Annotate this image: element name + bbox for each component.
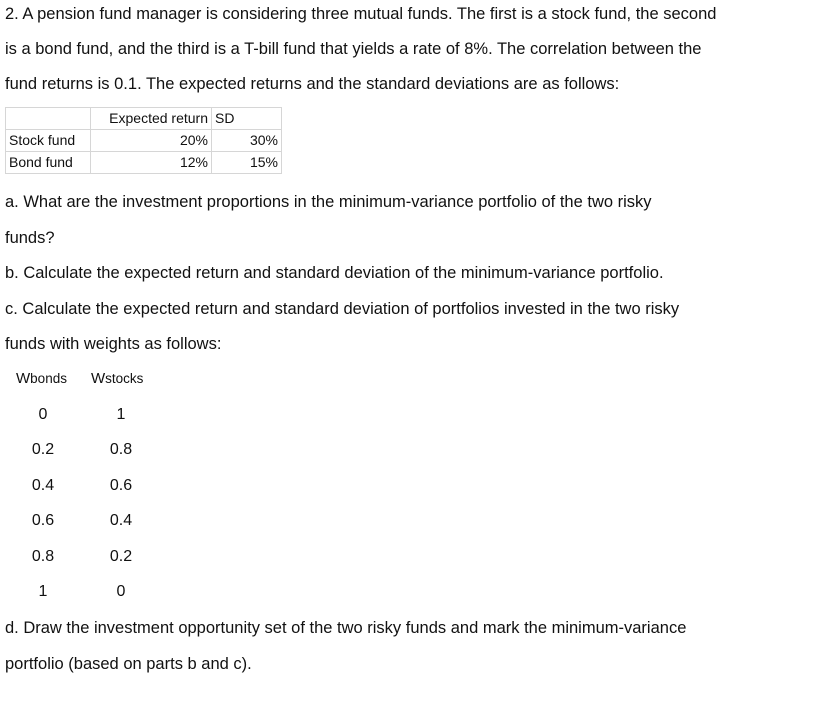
question-a-line-2: funds? <box>5 229 55 247</box>
fund-table-header-empty <box>6 108 91 130</box>
weight-stocks-value: 0.2 <box>109 548 133 565</box>
weights-header-bonds-main: W <box>16 370 31 387</box>
fund-name: Stock fund <box>6 130 91 152</box>
weight-bonds-value: 0.4 <box>31 477 55 494</box>
fund-table <box>5 107 282 174</box>
question-d-line-2: portfolio (based on parts b and c). <box>5 655 252 673</box>
weight-bonds-value: 0.8 <box>31 548 55 565</box>
intro-line-2: is a bond fund, and the third is a T-bill fund that yields a rate of 8%. The correlation between the <box>5 40 702 58</box>
weight-stocks-value: 0 <box>116 583 126 600</box>
weights-header-bonds-sub: bonds <box>30 371 67 386</box>
weight-bonds-value: 0.2 <box>31 441 55 458</box>
intro-line-1: 2. A pension fund manager is considering three mutual funds. The first is a stock fund, the second <box>5 5 717 23</box>
question-c-line-1: c. Calculate the expected return and standard deviation of portfolios invested in the two risky <box>5 300 680 318</box>
fund-expected-return: 20% <box>91 130 212 152</box>
fund-expected-return: 12% <box>91 152 212 174</box>
fund-table-row <box>6 130 282 152</box>
fund-table-header-expected-return: Expected return <box>91 108 212 130</box>
fund-name: Bond fund <box>6 152 91 174</box>
weight-stocks-value: 0.4 <box>109 512 133 529</box>
question-c-line-2: funds with weights as follows: <box>5 335 222 353</box>
weights-header-stocks-main: W <box>91 370 106 387</box>
weight-bonds-value: 1 <box>38 583 48 600</box>
fund-table-header-row <box>6 108 282 130</box>
weights-header-stocks-sub: stocks <box>105 371 144 386</box>
weight-stocks-value: 0.8 <box>109 441 133 458</box>
weight-stocks-value: 1 <box>116 406 126 423</box>
weights-header-stocks <box>91 370 143 387</box>
intro-line-3: fund returns is 0.1. The expected returns and the standard deviations are as follows: <box>5 75 620 93</box>
weight-bonds-value: 0 <box>38 406 48 423</box>
fund-table-header-sd: SD <box>212 108 282 130</box>
question-a-line-1 <box>5 192 759 212</box>
weight-bonds-value: 0.6 <box>31 512 55 529</box>
question-a-text: a. What are the investment proportions in the minimum-variance portfolio of the two risky <box>5 193 652 211</box>
fund-sd: 15% <box>212 152 282 174</box>
fund-table-row <box>6 152 282 174</box>
question-b: b. Calculate the expected return and standard deviation of the minimum-variance portfolio. <box>5 264 664 282</box>
weights-header-bonds <box>16 370 67 387</box>
question-d-line-1: d. Draw the investment opportunity set of the two risky funds and mark the minimum-variance <box>5 619 687 637</box>
weight-stocks-value: 0.6 <box>109 477 133 494</box>
fund-sd: 30% <box>212 130 282 152</box>
